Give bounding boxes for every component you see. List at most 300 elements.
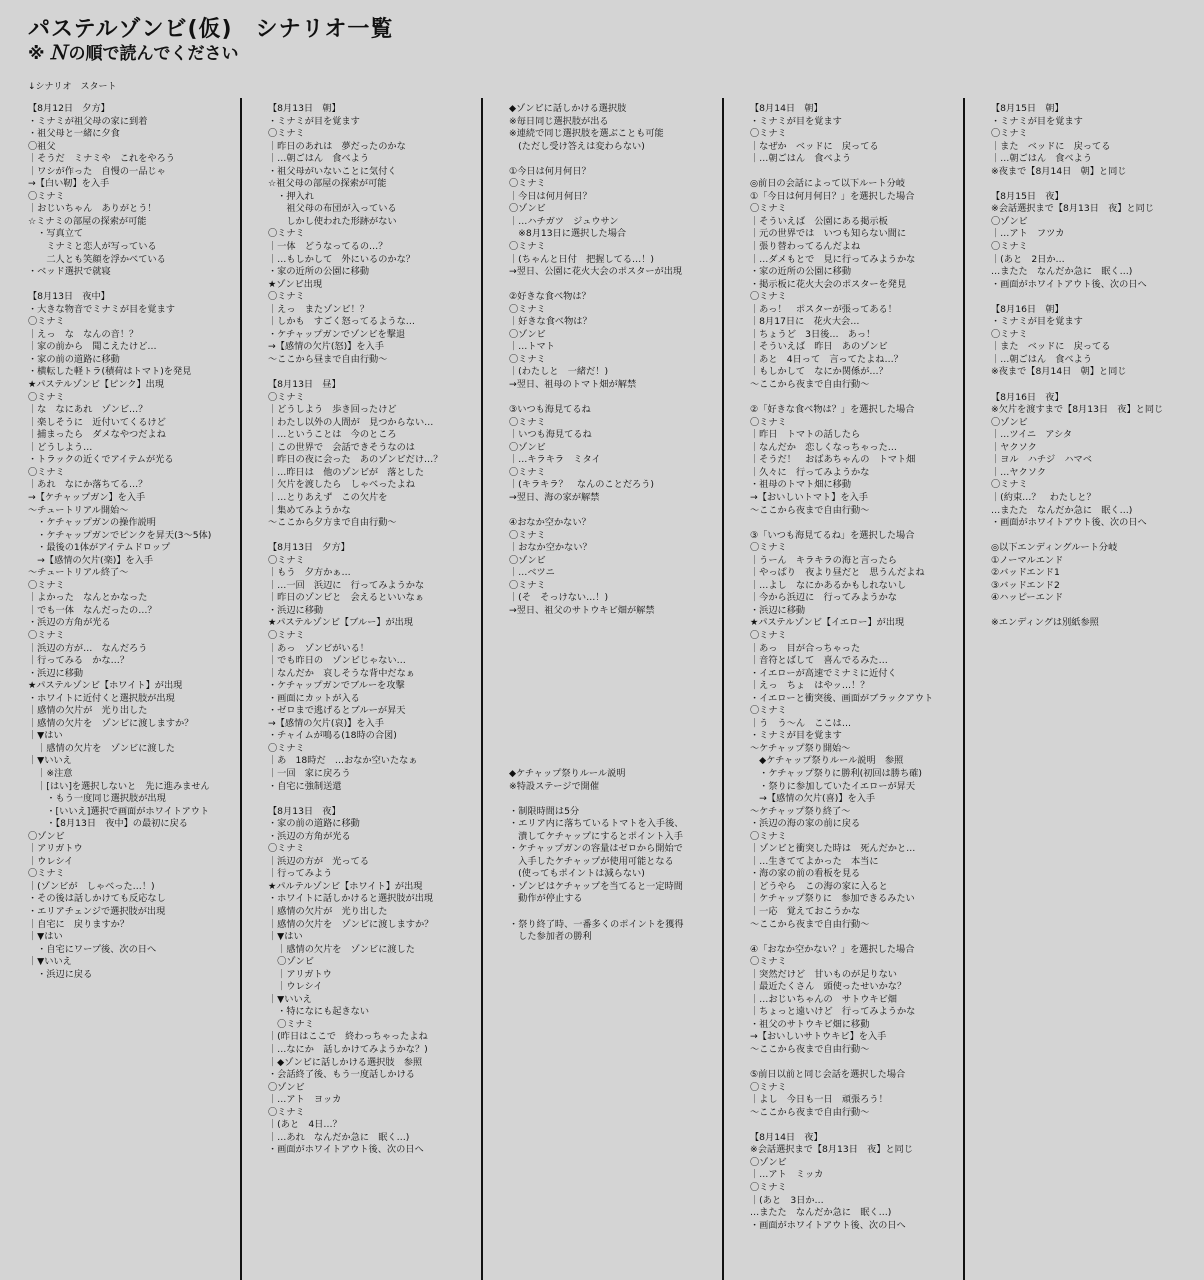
scenario-line: ②バッドエンド1 <box>991 567 1060 579</box>
page-subtitle <box>28 38 239 65</box>
scenario-line: ④「おなか空かない？」を選択した場合 <box>750 943 915 955</box>
scenario-line: ｜◆ゾンビに話しかける選択肢 参照 <box>268 1056 423 1068</box>
scenario-line: →【おいしいトマト】を入手 <box>750 491 868 503</box>
scenario-line: 【8月15日 夜】 <box>991 190 1064 202</box>
scenario-line: ・祖父母がいないことに気付く <box>268 165 397 177</box>
scenario-line: ☆祖父母の部屋の探索が可能 <box>268 178 387 190</box>
scenario-line: ※エンディングは別紙参照 <box>991 617 1099 629</box>
scenario-line: ・自宅にワープ後、次の日へ <box>28 943 157 955</box>
scenario-line: ｜う う～ん ここは… <box>750 717 852 729</box>
scenario-line: 〇ゾンビ <box>509 441 546 453</box>
scenario-line <box>509 693 719 706</box>
scenario-line: 〇ミナミ <box>28 316 65 328</box>
scenario-line: ｜最近たくさん 頭使ったせいかな？ <box>750 981 907 993</box>
scenario-line: 〇ミナミ <box>991 479 1028 491</box>
scenario-line: ｜感情の欠片が 光り出した <box>28 705 148 717</box>
scenario-line: 〇ゾンビ <box>991 416 1028 428</box>
scenario-line: ｜もしかして なにか関係が…？ <box>750 366 888 378</box>
scenario-line: ・画面がホワイトアウト後、次の日へ <box>991 278 1147 290</box>
scenario-line: ・画面にカットが入る <box>268 692 360 704</box>
scenario-line: ｜…キラキラ ミタイ <box>509 454 601 466</box>
scenario-line: ①「今日は何月何日？」を選択した場合 <box>750 190 915 202</box>
scenario-line: ～ここから昼まで自由行動～ <box>268 353 388 365</box>
scenario-line: ｜ちょっと遠いけど 行ってみようかな <box>750 1006 916 1018</box>
scenario-line: 〇ミナミ <box>750 291 787 303</box>
scenario-line: ｜(そ そっけない…！) <box>509 592 609 604</box>
scenario-line: 〇ミナミ <box>28 579 65 591</box>
scenario-line: 〇ミナミ <box>509 241 546 253</box>
scenario-line: 【8月14日 夜】 <box>750 1131 823 1143</box>
scenario-line: ｜わたし以外の人間が 見つからない… <box>268 416 434 428</box>
scenario-line <box>750 166 960 179</box>
scenario-line: ｜ウレシイ <box>268 981 323 993</box>
n-order-icon: Ｎ <box>48 42 65 64</box>
scenario-line: ｜(あと 3日か… <box>750 1194 824 1206</box>
scenario-line <box>509 279 719 292</box>
scenario-line: ・エリア内に落ちているトマトを入手後、 <box>509 818 684 830</box>
scenario-line <box>509 718 719 731</box>
scenario-line: 〇ゾンビ <box>750 1156 787 1168</box>
scenario-line: ※夜まで【8月14日 朝】と同じ <box>991 165 1127 177</box>
scenario-line: ◎以下エンディングルート分岐 <box>991 542 1118 554</box>
scenario-line: ｜久々に 行ってみようかな <box>750 466 870 478</box>
scenario-line <box>750 1119 960 1132</box>
scenario-line: ・ミナミが目を覚ます <box>991 316 1083 328</box>
scenario-line: →【おいしいサトウキビ】を入手 <box>750 1031 887 1043</box>
scenario-line: →【感情の欠片(楽)】を入手 <box>28 554 154 566</box>
scenario-line: ｜元の世界では いつも知らない間に <box>750 228 907 240</box>
scenario-line: ②「好きな食べ物は？」を選択した場合 <box>750 404 915 416</box>
scenario-line: ｜▼いいえ <box>28 755 72 767</box>
scenario-line <box>509 906 719 919</box>
page-title: パステルゾンビ(仮) シナリオ一覧 <box>28 17 394 42</box>
scenario-line: ◎前日の会話によって以下ルート分岐 <box>750 178 906 190</box>
scenario-line: ｜8月17日に 花火大会… <box>750 316 860 328</box>
scenario-line: ｜どうしよう 歩き回ったけど <box>268 404 397 416</box>
scenario-line: ｜ヤクソク <box>991 441 1037 453</box>
scenario-line: 〇ミナミ <box>509 466 546 478</box>
scenario-line: ｜ウレシイ <box>28 855 74 867</box>
scenario-line: ｜(あと 2日か… <box>991 253 1065 265</box>
scenario-line: ｜また ベッドに 戻ってる <box>991 140 1111 152</box>
scenario-line: ～ケチャップ祭り開始～ <box>750 742 851 754</box>
scenario-line: ｜浜辺の方が 光ってる <box>268 855 370 867</box>
column-divider <box>963 98 965 1280</box>
scenario-line: ｜(約束…？ わたしと？ <box>991 491 1096 503</box>
scenario-line: ・ミナミが目を覚ます <box>991 115 1083 127</box>
scenario-line: ｜この世界で 会話できそうなのは <box>268 441 415 453</box>
scenario-line: ｜もう 夕方かぁ… <box>268 567 351 579</box>
scenario-line: ・浜辺の方角が光る <box>28 617 111 629</box>
scenario-line <box>750 1057 960 1070</box>
scenario-line: 〇ミナミ <box>28 629 65 641</box>
scenario-line: 〇ミナミ <box>268 228 305 240</box>
scenario-line <box>509 153 719 166</box>
scenario-line: ・浜辺に移動 <box>750 604 806 616</box>
scenario-line: ｜集めてみようかな <box>268 504 351 516</box>
scenario-line: ・浜辺の方角が光る <box>268 830 351 842</box>
scenario-line: ｜(ちゃんと日付 把握してる…！) <box>509 253 654 265</box>
scenario-line: 〇ゾンビ <box>991 215 1028 227</box>
scenario-line: ～ケチャップ祭り終了～ <box>750 805 851 817</box>
scenario-line: ｜自宅に 戻りますか？ <box>28 918 130 930</box>
scenario-line: ｜あ 18時だ …おなか空いたなぁ <box>268 755 418 767</box>
scenario-line: 〇ミナミ <box>509 353 546 365</box>
scenario-line: ｜▼いいえ <box>268 993 312 1005</box>
scenario-line: ｜…なにか 話しかけてみようかな？) <box>268 1044 428 1056</box>
scenario-line: ・ミナミが目を覚ます <box>750 730 842 742</box>
scenario-line: ｜張り替わってるんだよね <box>750 241 861 253</box>
scenario-line: ｜…ハチガツ ジュウサン <box>509 215 619 227</box>
scenario-line <box>509 392 719 405</box>
scenario-line: ｜なんだか 恋しくなっちゃった… <box>750 441 897 453</box>
scenario-line: ｜…ということは 今のところ <box>268 429 397 441</box>
scenario-line: →【白い靭】を入手 <box>28 178 110 190</box>
scenario-line: 【8月13日 朝】 <box>268 103 341 114</box>
scenario-line: ｜…あれ なんだか急に 眠く…) <box>268 1131 410 1143</box>
scenario-line <box>991 379 1201 392</box>
scenario-line: ③バッドエンド2 <box>991 579 1060 591</box>
scenario-line: ｜どうやら この海の家に入ると <box>750 880 888 892</box>
scenario-line: ・家の近所の公園に移動 <box>750 266 852 278</box>
scenario-line: ※毎日同じ選択肢が出る <box>509 115 609 127</box>
scenario-line: ｜あと 4日って 言ってたよね…？ <box>750 353 903 365</box>
scenario-line: ｜▼はい <box>28 730 63 742</box>
scenario-line: 〇ミナミ <box>750 705 787 717</box>
scenario-line <box>509 630 719 643</box>
scenario-line: 二人とも笑顔を浮かべている <box>28 253 166 265</box>
scenario-line: ※欠片を渡すまで【8月13日 夜】と同じ <box>991 404 1164 416</box>
scenario-line: 〇ミナミ <box>268 554 305 566</box>
scenario-line <box>509 617 719 630</box>
scenario-line: …またた なんだか急に 眠く…) <box>991 504 1133 516</box>
scenario-line: ◆ゾンビに話しかける選択肢 <box>509 103 627 114</box>
scenario-line: ｜どうしよう… <box>28 441 93 453</box>
scenario-line: ｜…アト ミッカ <box>750 1169 824 1181</box>
scenario-line <box>28 279 238 292</box>
scenario-line: ｜…朝ごはん 食べよう <box>991 353 1093 365</box>
scenario-line: (使ってもポイントは減らない) <box>509 868 645 880</box>
scenario-line: ～ここから夜まで自由行動～ <box>750 1106 870 1118</box>
scenario-line: ｜[はい]を選択しないと 先に進みません <box>28 780 210 792</box>
scenario-line: ミナミと恋人が写っている <box>28 241 157 253</box>
scenario-line: ・最後の1体がアイテムドロップ <box>28 542 171 554</box>
scenario-line: ｜あっ 目が合っちゃった <box>750 642 861 654</box>
scenario-line: ③いつも海見てるね <box>509 404 591 416</box>
scenario-line: 〇ミナミ <box>991 328 1028 340</box>
scenario-start-label: ↓シナリオ スタート <box>28 82 117 92</box>
scenario-line: ｜(昨日はここで 終わっちゃったよね <box>268 1031 428 1043</box>
scenario-line: ｜そういえば 公園にある掲示板 <box>750 215 888 227</box>
scenario-line: 動作が停止する <box>509 893 583 905</box>
scenario-line: ｜また ベッドに 戻ってる <box>991 341 1111 353</box>
scenario-line: 〇ゾンビ <box>509 554 546 566</box>
scenario-line: ｜楽しそうに 近付いてくるけど <box>28 416 166 428</box>
scenario-line: 〇ミナミ <box>750 956 787 968</box>
scenario-line: 〇ゾンビ <box>28 830 65 842</box>
scenario-line: 【8月13日 夜】 <box>268 805 341 817</box>
scenario-line: ・画面がホワイトアウト後、次の日へ <box>991 517 1147 529</box>
scenario-line <box>509 743 719 756</box>
scenario-line: ｜そういえば 昨日 あのゾンビ <box>750 341 888 353</box>
scenario-line: 〇ミナミ <box>750 542 787 554</box>
scenario-column-1 <box>28 103 238 981</box>
scenario-line: 【8月16日 朝】 <box>991 303 1064 315</box>
scenario-line: ｜うーん キラキラの海と言ったら <box>750 554 897 566</box>
scenario-line: した参加者の勝利 <box>509 931 592 943</box>
scenario-line: ｜…ツイニ アシタ <box>991 429 1073 441</box>
scenario-line: ｜…一回 浜辺に 行ってみようかな <box>268 579 425 591</box>
scenario-line: 〇ミナミ <box>750 830 787 842</box>
scenario-line: ～チュートリアル終了～ <box>28 567 129 579</box>
scenario-line: ・ケチャップガンでピンクを昇天(3～5体) <box>28 529 212 541</box>
scenario-line: ・ケチャップガンでゾンビを撃退 <box>268 328 406 340</box>
scenario-line: ｜しかも すごく怒ってるような… <box>268 316 415 328</box>
scenario-line: ～チュートリアル開始～ <box>28 504 129 516</box>
scenario-line: ｜…昨日は 他のゾンビが 落とした <box>268 466 425 478</box>
scenario-line: ・祭りに参加していたイエローが昇天 <box>750 780 916 792</box>
scenario-line: 〇ミナミ <box>28 391 65 403</box>
scenario-line: ・ケチャップ祭りに勝利(初回は勝ち確) <box>750 767 922 779</box>
scenario-line: ・画面がホワイトアウト後、次の日へ <box>268 1144 424 1156</box>
scenario-line: →【ケチャップガン】を入手 <box>28 491 146 503</box>
scenario-line: ・浜辺の海の家の前に戻る <box>750 818 861 830</box>
scenario-line <box>509 505 719 518</box>
scenario-line <box>509 705 719 718</box>
scenario-line: ｜感情の欠片を ゾンビに渡しますか？ <box>28 717 194 729</box>
scenario-line: ◆ケチャップ祭りルール説明 参照 <box>750 755 904 767</box>
scenario-line: 〇ミナミ <box>509 416 546 428</box>
scenario-line: ◆ケチャップ祭りルール説明 <box>509 767 626 779</box>
scenario-line: 〇ミナミ <box>750 1081 787 1093</box>
scenario-line: →翌日、海の家が解禁 <box>509 491 600 503</box>
scenario-line: ｜今日は何月何日？ <box>509 190 592 202</box>
scenario-line: ①ノーマルエンド <box>991 554 1064 566</box>
scenario-line: ・大きな物音でミナミが目を覚ます <box>28 303 175 315</box>
scenario-line: ｜一体 どうなってるの…？ <box>268 241 388 253</box>
scenario-line: ｜ケチャップ祭りに 参加できるみたい <box>750 893 915 905</box>
scenario-line: ｜ちょうど 3日後… あっ！ <box>750 328 876 340</box>
scenario-line: 【8月14日 朝】 <box>750 103 823 114</box>
scenario-line: ・ミナミが目を覚ます <box>268 115 360 127</box>
scenario-line: ｜(ゾンビが しゃべった…！) <box>28 880 155 892</box>
scenario-line: ｜おじいちゃん ありがとう！ <box>28 203 157 215</box>
scenario-line: ｜あれ なにか落ちてる…？ <box>28 479 148 491</box>
scenario-line: ｜そうだ！ おばあちゃんの トマト畑 <box>750 454 916 466</box>
scenario-line: ・画面がホワイトアウト後、次の日へ <box>750 1219 906 1231</box>
scenario-line: ・チャイムが鳴る(18時の合図) <box>268 730 397 742</box>
scenario-line: →【感情の欠片(怒)】を入手 <box>268 341 384 353</box>
column-divider <box>722 98 724 1280</box>
scenario-line: ｜昨日の夜に会った あのゾンビだけ…？ <box>268 454 443 466</box>
scenario-line: 〇ミナミ <box>509 579 546 591</box>
scenario-line: ※連続で同じ選択肢を選ぶことも可能 <box>509 128 664 140</box>
scenario-line <box>991 605 1201 618</box>
scenario-line: ・もう一度同じ選択肢が出現 <box>28 793 166 805</box>
scenario-line: ｜…おじいちゃんの サトウキビ畑 <box>750 993 897 1005</box>
scenario-line: 【8月16日 夜】 <box>991 391 1064 403</box>
scenario-line: ・押入れ <box>268 190 314 202</box>
scenario-line: ｜音符とばして 喜んでるみた… <box>750 655 888 667</box>
scenario-line: ・ケチャップガンの操作説明 <box>28 517 156 529</box>
scenario-line: 〇ミナミ <box>268 629 305 641</box>
scenario-line: ・浜辺に移動 <box>28 667 84 679</box>
scenario-line: ｜アリガトウ <box>28 843 83 855</box>
scenario-line: ・【8月13日 夜中】の最初に戻る <box>28 818 188 830</box>
scenario-line: →翌日、公園に花火大会のポスターが出現 <box>509 266 683 278</box>
scenario-line: 〇ミナミ <box>268 291 305 303</box>
scenario-line: →【感情の欠片(哀)】を入手 <box>268 717 384 729</box>
scenario-line: ★パステルゾンビ【ピンク】出現 <box>28 379 165 391</box>
scenario-line: 〇ミナミ <box>268 1106 305 1118</box>
scenario-line <box>509 655 719 668</box>
scenario-line <box>268 366 478 379</box>
scenario-line: ・ホワイトに話しかけると選択肢が出現 <box>268 893 434 905</box>
scenario-line: ・トラックの近くでアイテムが光る <box>28 454 174 466</box>
scenario-line: 〇ミナミ <box>991 241 1028 253</box>
scenario-line: ｜昨日のあれは 夢だったのかな <box>268 140 406 152</box>
scenario-line: ｜…ヤクソク <box>991 466 1047 478</box>
scenario-line <box>509 643 719 656</box>
scenario-line: 〇ゾンビ <box>509 328 546 340</box>
scenario-line: 〇ミナミ <box>28 868 65 880</box>
scenario-line: ｜家の前から 聞こえたけど… <box>28 341 157 353</box>
scenario-line: ～ここから夕方まで自由行動～ <box>268 517 397 529</box>
scenario-line: ・ゾンビはケチャップを当てると一定時間 <box>509 880 683 892</box>
scenario-line: ｜(キラキラ？ なんのことだろう) <box>509 479 654 491</box>
scenario-line: ｜突然だけど 甘いものが足りない <box>750 968 897 980</box>
scenario-line: ★パステルゾンビ【ホワイト】が出現 <box>28 680 183 692</box>
scenario-column-5 <box>991 103 1201 630</box>
scenario-line: ★パステルゾンビ【ブルー】が出現 <box>268 617 414 629</box>
scenario-line: ・[いいえ]選択で画面がホワイトアウト <box>28 805 210 817</box>
scenario-line: ※会話選択まで【8月13日 夜】と同じ <box>750 1144 914 1156</box>
scenario-line: ｜昨日 トマトの話したら <box>750 429 861 441</box>
scenario-line: ｜…朝ごはん 食べよう <box>268 153 370 165</box>
scenario-line: ・祖母のトマト畑に移動 <box>750 479 852 491</box>
scenario-line: 〇ミナミ <box>509 303 546 315</box>
scenario-line: ｜よし 今日も一日 頑張ろう！ <box>750 1094 888 1106</box>
scenario-line: ｜でも一体 なんだったの…？ <box>28 604 157 616</box>
scenario-line: 【8月15日 朝】 <box>991 103 1064 114</box>
scenario-line: ｜いつも海見てるね <box>509 429 592 441</box>
scenario-line: ｜…アト ヨッカ <box>268 1094 342 1106</box>
scenario-line: 〇ミナミ <box>750 128 787 140</box>
scenario-line <box>509 730 719 743</box>
scenario-line: ｜えっ ちょ はやッ…！？ <box>750 680 870 692</box>
scenario-line: ｜欠片を渡したら しゃべったよね <box>268 479 415 491</box>
scenario-line: ｜▼はい <box>268 931 303 943</box>
scenario-line: ・ミナミが祖父母の家に到着 <box>28 115 148 127</box>
scenario-line: ・海の家の前の看板を見る <box>750 868 861 880</box>
scenario-line <box>509 793 719 806</box>
scenario-line: ・イエローと衝突後、画面がブラックアウト <box>750 692 934 704</box>
scenario-line: ・掲示板に花火大会のポスターを発見 <box>750 278 907 290</box>
scenario-line: ・横転した軽トラ(積荷はトマト)を発見 <box>28 366 192 378</box>
scenario-line: ｜えっ な なんの音！？ <box>28 328 139 340</box>
scenario-line: 潰してケチャップにするとポイント入手 <box>509 830 683 842</box>
scenario-line <box>509 680 719 693</box>
column-divider <box>481 98 483 1280</box>
scenario-line: ｜今から浜辺に 行ってみようかな <box>750 592 897 604</box>
scenario-line: 【8月13日 夜中】 <box>28 291 110 303</box>
scenario-line: ｜感情の欠片を ゾンビに渡した <box>28 742 175 754</box>
scenario-line: ｜捕まったら ダメなやつだよね <box>28 429 166 441</box>
scenario-line: ・イエローが高速でミナミに近付く <box>750 667 897 679</box>
scenario-line: ・その後は話しかけても反応なし <box>28 893 166 905</box>
scenario-line: ｜昨日のゾンビと 会えるといいなぁ <box>268 592 425 604</box>
scenario-line: 〇ミナミ <box>509 178 546 190</box>
scenario-line: ・祖父母と一緒に夕食 <box>28 128 120 140</box>
scenario-line: …またた なんだか急に 眠く…) <box>750 1207 892 1219</box>
scenario-line: ・特になにも起きない <box>268 1006 370 1018</box>
scenario-line: →翌日、祖母のトマト畑が解禁 <box>509 379 637 391</box>
scenario-line: ｜感情の欠片が 光り出した <box>268 906 388 917</box>
scenario-line: ｜…トマト <box>509 341 555 353</box>
scenario-line: 〇ゾンビ <box>509 203 546 215</box>
scenario-line: ｜あっ ゾンビがいる！ <box>268 642 369 654</box>
scenario-line: ・浜辺に移動 <box>268 604 324 616</box>
scenario-line: ★ゾンビ出現 <box>268 278 323 290</box>
scenario-line: ※夜まで【8月14日 朝】と同じ <box>991 366 1127 378</box>
scenario-line: ①今日は何月何日？ <box>509 165 591 177</box>
scenario-line: ｜…とりあえず この欠片を <box>268 491 388 503</box>
scenario-line: ｜…アト フツカ <box>991 228 1065 240</box>
scenario-line: ・ゼロまで逃げるとブルーが昇天 <box>268 705 406 717</box>
scenario-line: ｜おなか空かない？ <box>509 542 592 554</box>
scenario-line: 入手したケチャップが使用可能となる <box>509 855 674 867</box>
scenario-line: ③「いつも海見てるね」を選択した場合 <box>750 529 915 541</box>
scenario-line: ・自宅に強制送還 <box>268 780 342 792</box>
scenario-line: ・家の前の道路に移動 <box>28 353 120 365</box>
scenario-line: 〇ミナミ <box>750 1182 787 1194</box>
scenario-line: ｜でも昨日の ゾンビじゃない… <box>268 655 406 667</box>
scenario-line: ｜…ベツニ <box>509 567 555 579</box>
scenario-line <box>750 392 960 405</box>
scenario-line: ～ここから夜まで自由行動～ <box>750 504 870 516</box>
scenario-line: ②好きな食べ物は？ <box>509 291 591 303</box>
scenario-line: ｜そうだ ミナミや これをやろう <box>28 153 175 165</box>
scenario-line: ★パルテルゾンビ【ホワイト】が出現 <box>268 880 423 892</box>
scenario-line: 祖父母の布団が入っている <box>268 203 397 215</box>
scenario-line: 〇ミナミ <box>991 128 1028 140</box>
scenario-line: ｜行ってみる かな…？ <box>28 655 130 667</box>
scenario-line <box>268 793 478 806</box>
scenario-column-2 <box>268 103 478 1157</box>
scenario-line: ※特設ステージで開催 <box>509 780 600 792</box>
note-mark: ※ <box>28 44 45 64</box>
scenario-line: ｜ヨル ハチジ ハマベ <box>991 454 1092 466</box>
scenario-line: ・ケチャップガンの容量はゼロから開始で <box>509 843 683 855</box>
scenario-line: ｜…生きててよかった 本当に <box>750 855 879 867</box>
scenario-line: ｜ワシが作った 自慢の一品じゃ <box>28 165 166 177</box>
scenario-line: しかし使われた形跡がない <box>268 215 397 227</box>
scenario-line: 〇ミナミ <box>28 466 65 478</box>
column-divider <box>240 98 242 1280</box>
scenario-line: ・浜辺に戻る <box>28 968 93 980</box>
scenario-line: ｜よかった なんとかなった <box>28 592 148 604</box>
scenario-line <box>991 178 1201 191</box>
scenario-line: →翌日、祖父のサトウキビ畑が解禁 <box>509 604 655 616</box>
scenario-line: ・エリアチェンジで選択肢が出現 <box>28 906 166 917</box>
scenario-line: ④おなか空かない？ <box>509 517 591 529</box>
scenario-line: ｜※注意 <box>28 767 73 779</box>
scenario-line: ※会話選択まで【8月13日 夜】と同じ <box>991 203 1155 215</box>
scenario-column-3 <box>509 103 719 944</box>
scenario-line: 〇ミナミ <box>750 203 787 215</box>
scenario-line: 〇ミナミ <box>268 843 305 855</box>
scenario-line: ・家の近所の公園に移動 <box>268 266 370 278</box>
